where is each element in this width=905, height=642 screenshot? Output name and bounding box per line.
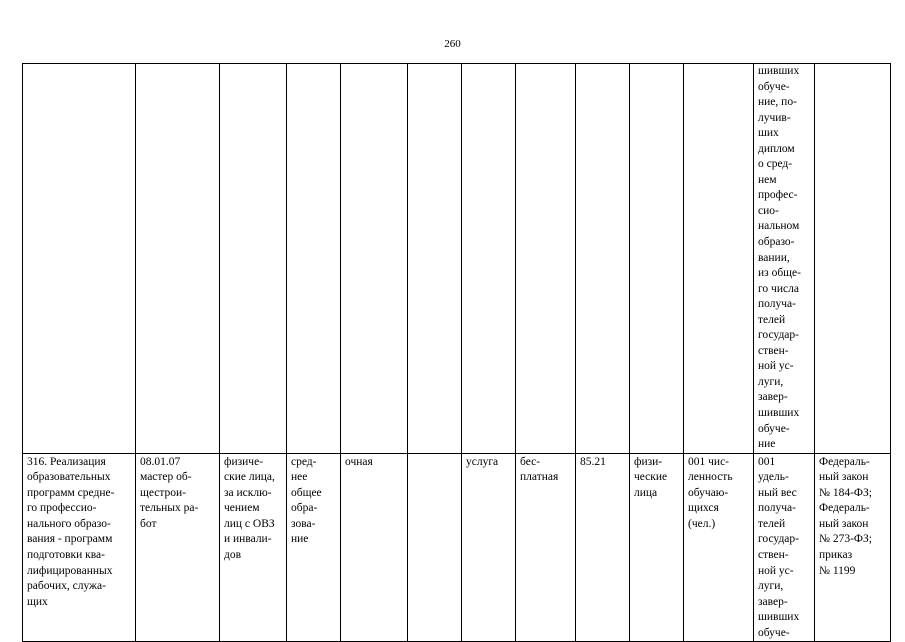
cell-empty: [408, 64, 462, 454]
cell-volume-indicator: 001 чис- ленность обучаю- щихся (чел.): [684, 453, 754, 642]
services-table: [22, 63, 891, 642]
cell-service: 316. Реализация образовательных программ средне- го профессио- нального образо- вания - программ подготовки ква- лифицированных рабочих, служа- щих: [23, 453, 136, 642]
page-number: 260: [444, 38, 461, 50]
cell-code: 08.01.07 мастер об- щестрои- тельных ра- бот: [136, 453, 220, 642]
cell-quality-indicator-continuation: шивших обуче- ние, по- лучив- ших диплом о сред- нем профес- сио- нальном образо- вании, из обще- го числа получа- телей государ- ствен- ной ус- луги, завер- шивших обуче- ние: [754, 64, 815, 454]
cell-payment: бес- платная: [516, 453, 576, 642]
cell-code: [136, 64, 220, 454]
table-row-316: [23, 453, 891, 642]
cell-form: очная: [341, 453, 408, 642]
cell-consumers: физиче- ские лица, за исклю- чением лиц с ОВЗ и инвали- дов: [220, 453, 287, 642]
cell-category: физи- ческие лица: [630, 453, 684, 642]
cell-volume-indicator: [684, 64, 754, 454]
cell-legal-basis: Федераль- ный закон № 184-ФЗ; Федераль- ный закон № 273-ФЗ; приказ № 1199: [815, 453, 891, 642]
cell-education: [287, 64, 341, 454]
cell-education: сред- нее общее обра- зова- ние: [287, 453, 341, 642]
cell-quality-indicator: 001 удель- ный вес получа- телей государ- ствен- ной ус- луги, завер- шивших обуче-: [754, 453, 815, 642]
cell-okved: [576, 64, 630, 454]
cell-form: [341, 64, 408, 454]
cell-payment: [516, 64, 576, 454]
cell-type: [462, 64, 516, 454]
cell-empty: [408, 453, 462, 642]
cell-type: услуга: [462, 453, 516, 642]
cell-consumers: [220, 64, 287, 454]
cell-legal-basis: [815, 64, 891, 454]
cell-service: [23, 64, 136, 454]
cell-okved: 85.21: [576, 453, 630, 642]
table-row-continuation: [23, 64, 891, 454]
cell-category: [630, 64, 684, 454]
